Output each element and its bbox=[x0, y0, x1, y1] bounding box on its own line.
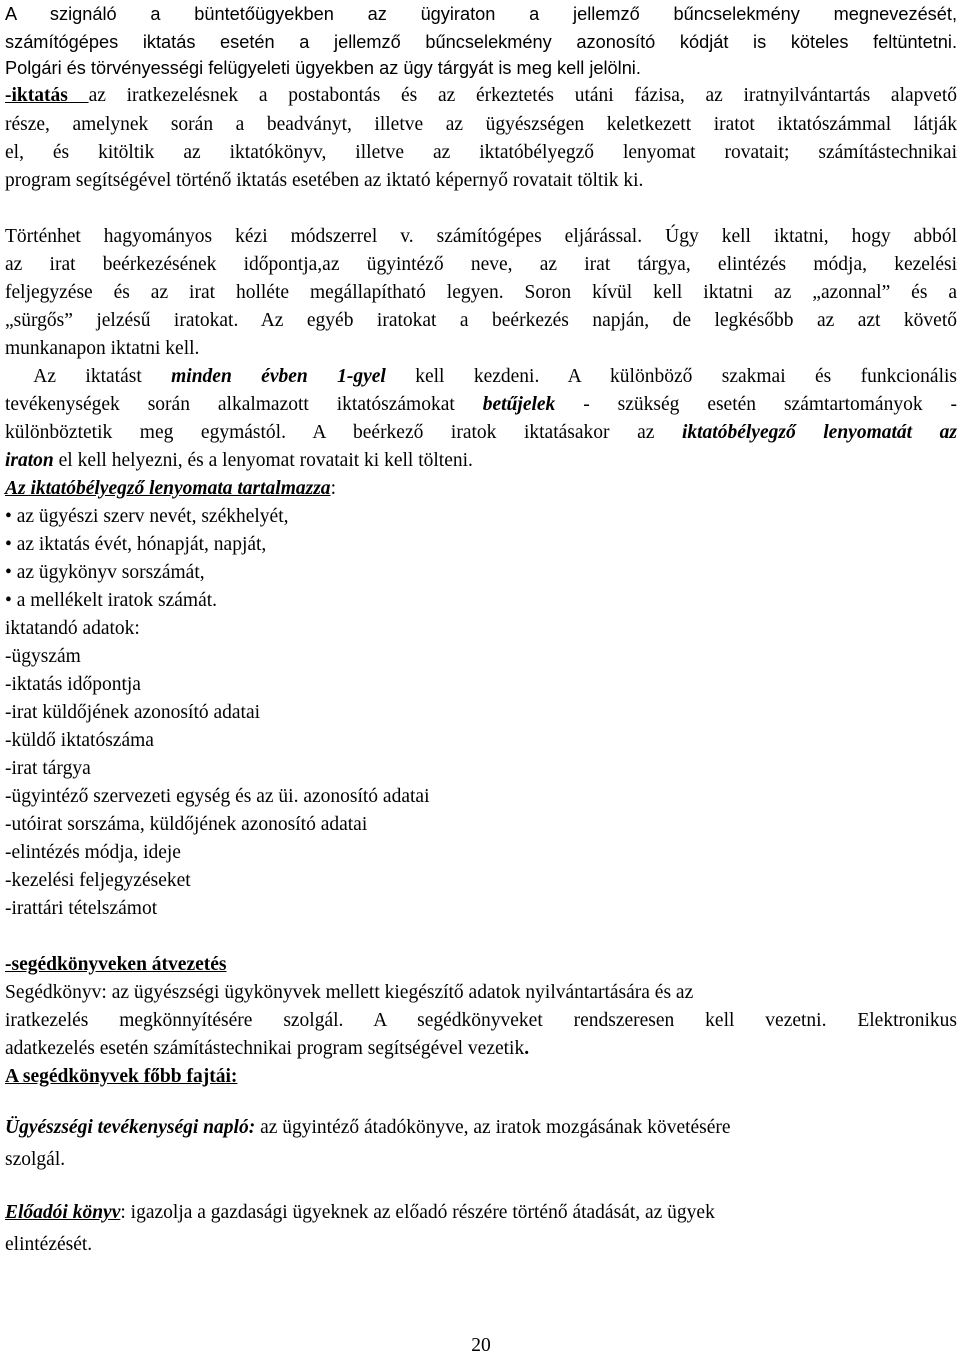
paragraph-line: Történhet hagyományos kézi módszerrel v. számítógépes eljárással. Úgy kell iktatni, hogy abból bbox=[5, 226, 957, 247]
data-items-heading: iktatandó adatok: bbox=[5, 618, 140, 639]
bullet-icon: • bbox=[5, 562, 17, 583]
definition-iktatas-line: program segítségével történő iktatás esetében az iktató képernyő rovatait töltik ki. bbox=[5, 170, 644, 191]
list-item: -elintézés módja, ideje bbox=[5, 842, 181, 863]
paragraph-line: az irat beérkezésének időpontja,az ügyintéző neve, az irat tárgya, elintézés módja, kezelési bbox=[5, 254, 957, 275]
heading-text: lenyomata tartalmazza bbox=[149, 478, 331, 499]
paragraph-line bbox=[5, 393, 957, 417]
list-item: -irat küldőjének azonosító adatai bbox=[5, 702, 261, 723]
paragraph-line bbox=[5, 365, 957, 389]
list-item: -ügyintéző szervezeti egység és az üi. azonosító adatai bbox=[5, 786, 430, 807]
paragraph-line: A szignáló a büntetőügyekben az ügyiraton a jellemző bűncselekmény megnevezését, bbox=[5, 4, 957, 24]
paragraph-line: feljegyzése és az irat holléte megállapítható legyen. Soron kívül kell iktatni az „azonnal” és a bbox=[5, 282, 957, 303]
bullet-item bbox=[5, 589, 217, 613]
text-span: - szükség esetén számtartományok - bbox=[555, 394, 957, 415]
term-eloado: Előadói könyv bbox=[5, 1202, 121, 1223]
emphasis-text: betűjelek bbox=[482, 394, 556, 415]
text-span: kell kezdeni. A különböző szakmai és funkcionális bbox=[385, 366, 958, 387]
paragraph-line: számítógépes iktatás esetén a jellemző bűncselekmény azonosító kódját is köteles feltüntetni. bbox=[5, 32, 957, 52]
stamp-heading bbox=[5, 477, 336, 501]
paragraph-line: „sürgős” jelzésű iratokat. Az egyéb iratokat a beérkezés napján, de legkésőbb az azt követő bbox=[5, 310, 957, 331]
list-item: -iktatás időpontja bbox=[5, 674, 141, 695]
list-item: -ügyszám bbox=[5, 646, 81, 667]
definition-text: az ügyintéző átadókönyve, az iratok mozgásának követésére bbox=[255, 1117, 731, 1138]
emphasis-text: iktatóbélyegző bbox=[681, 422, 796, 443]
bullet-text: az iktatás évét, hónapját, napját, bbox=[16, 534, 267, 555]
bullet-text: a mellékelt iratok számát. bbox=[16, 590, 218, 611]
emphasis-text: iraton bbox=[5, 450, 54, 471]
bullet-icon: • bbox=[5, 506, 17, 527]
text-span: különböztetik meg egymástól. A beérkező iratok iktatásakor az bbox=[5, 422, 682, 443]
page-number: 20 bbox=[471, 1335, 491, 1356]
paragraph-line: iratkezelés megkönnyítésére szolgál. A segédkönyveket rendszeresen kell vezetni. Elektronikus bbox=[5, 1010, 957, 1031]
definition-iktatas-line: része, amelynek során a beadványt, illetve az ügyészségen keletkezett iratot iktatószámmal látják bbox=[5, 114, 957, 135]
list-item: -kezelési feljegyzéseket bbox=[5, 870, 191, 891]
paragraph-line: Segédkönyv: az ügyészségi ügykönyvek mellett kiegészítő adatok nyilvántartására és az bbox=[5, 982, 694, 1003]
naplo-definition-line: szolgál. bbox=[5, 1149, 66, 1170]
emphasis-text: lenyomatát az bbox=[823, 422, 957, 443]
segedkonyv-types-heading: A segédkönyvek főbb fajtái: bbox=[5, 1066, 238, 1087]
naplo-definition-line bbox=[5, 1116, 731, 1140]
term-naplo: Ügyészségi tevékenységi napló: bbox=[5, 1117, 256, 1138]
paragraph-line bbox=[5, 421, 957, 445]
heading-text: Az iktatóbélyegző bbox=[5, 478, 150, 499]
text-span: . bbox=[524, 1038, 530, 1059]
paragraph-line bbox=[5, 449, 473, 473]
bullet-icon: • bbox=[5, 590, 17, 611]
paragraph-line: Polgári és törvényességi felügyeleti ügyekben az ügy tárgyát is meg kell jelölni. bbox=[5, 58, 641, 78]
list-item: -irattári tételszámot bbox=[5, 898, 158, 919]
definition-text: : igazolja a gazdasági ügyeknek az előadó részére történő átadását, az ügyek bbox=[120, 1202, 715, 1223]
emphasis-text: minden évben 1-gyel bbox=[171, 366, 386, 387]
eloado-definition-line bbox=[5, 1201, 715, 1225]
term-iktatas: -iktatás bbox=[5, 85, 89, 106]
text-span bbox=[796, 422, 824, 443]
list-item: -küldő iktatószáma bbox=[5, 730, 154, 751]
segedkonyv-heading: -segédkönyveken átvezetés bbox=[5, 954, 227, 975]
heading-text: : bbox=[330, 478, 336, 499]
definition-text: az iratkezelésnek a postabontás és az érkeztetés utáni fázisa, az iratnyilvántartás alapvető bbox=[88, 85, 957, 106]
eloado-definition-line: elintézését. bbox=[5, 1234, 93, 1255]
bullet-item bbox=[5, 505, 289, 529]
bullet-icon: • bbox=[5, 534, 17, 555]
text-span: Az iktatást bbox=[5, 366, 172, 387]
list-item: -irat tárgya bbox=[5, 758, 91, 779]
bullet-item bbox=[5, 533, 266, 557]
paragraph-line: munkanapon iktatni kell. bbox=[5, 338, 200, 359]
definition-iktatas-line: el, és kitöltik az iktatókönyv, illetve az iktatóbélyegző lenyomat rovatait; számítástechnikai bbox=[5, 142, 957, 163]
list-item: -utóirat sorszáma, küldőjének azonosító adatai bbox=[5, 814, 368, 835]
paragraph-line bbox=[5, 1037, 529, 1061]
text-span: el kell helyezni, és a lenyomat rovatait ki kell tölteni. bbox=[53, 450, 473, 471]
definition-iktatas-line bbox=[5, 84, 957, 108]
bullet-text: az ügyészi szerv nevét, székhelyét, bbox=[16, 506, 289, 527]
text-span: adatkezelés esetén számítástechnikai program segítségével vezetik bbox=[5, 1038, 525, 1059]
bullet-text: az ügykönyv sorszámát, bbox=[16, 562, 205, 583]
text-span: tevékenységek során alkalmazott iktatószámokat bbox=[5, 394, 483, 415]
bullet-item bbox=[5, 561, 205, 585]
